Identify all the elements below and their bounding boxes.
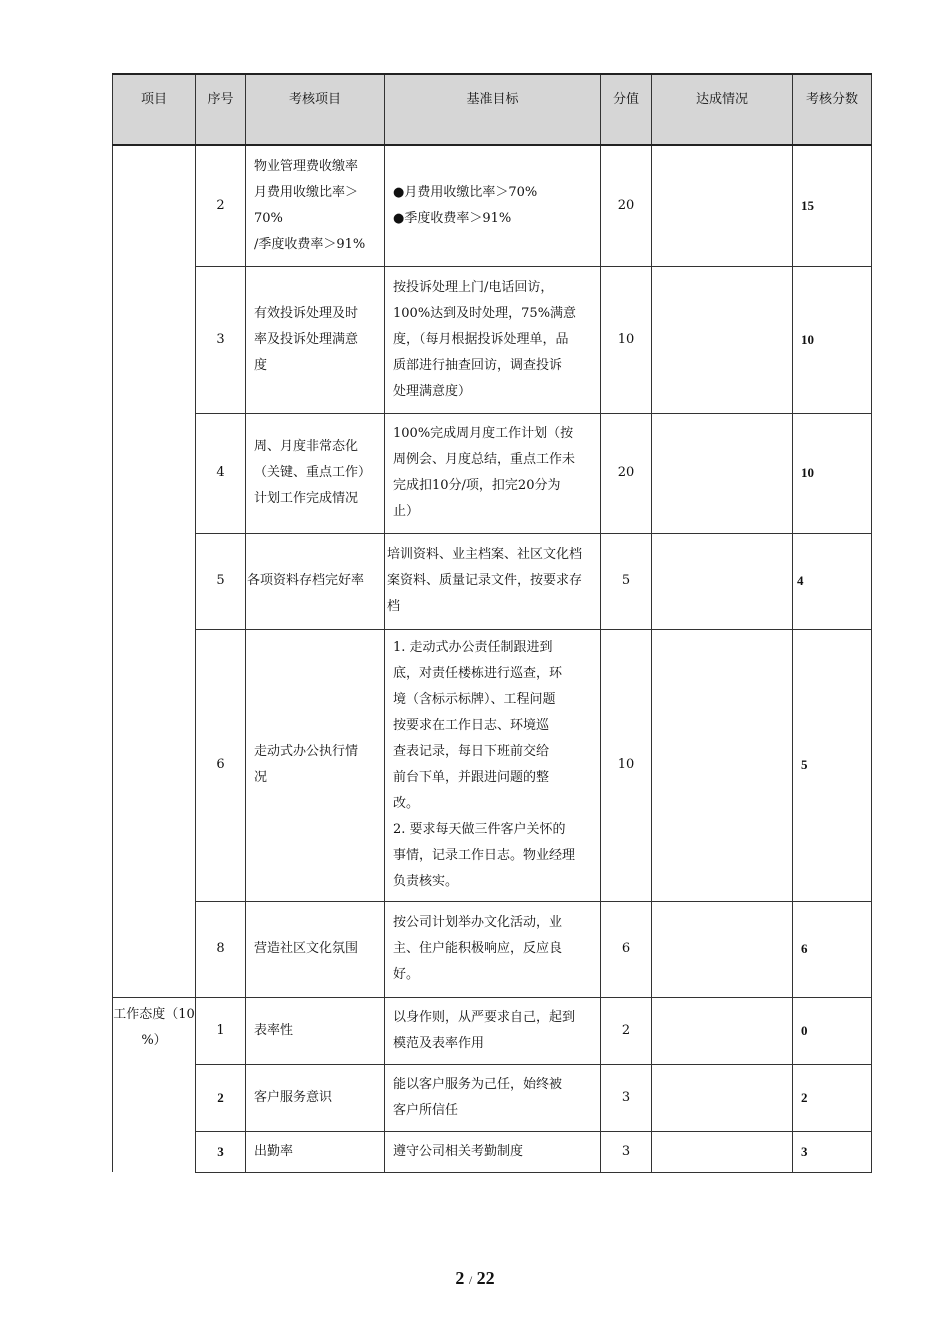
row-score: 5 [793,629,872,901]
row-item [246,145,385,266]
table-header-row [113,74,872,145]
item-line: 周、月度非常态化 [254,439,359,454]
target-line: 质部进行抽查回访，调查投诉 [393,357,563,373]
row-points: 2 [601,997,652,1064]
header-item: 考核项目 [246,74,385,145]
target-line: 查表记录，每日下班前交给 [393,744,550,759]
row-points: 5 [601,533,652,629]
target-line: 100%完成周月度工作计划（按 [393,426,574,441]
table-row [113,1064,872,1131]
target-line: 2. 要求每天做三件客户关怀的 [393,822,566,837]
target-line: 好。 [393,967,420,982]
row-status [652,266,793,413]
row-item: 出勤率 [246,1131,385,1172]
row-status [652,145,793,266]
target-line: 按投诉处理上门/电话回访， [393,279,554,295]
row-item [246,413,385,533]
row-status [652,629,793,901]
target-line: 遵守公司相关考勤制度 [393,1143,524,1159]
item-line: 走动式办公执行情 [254,744,359,759]
page-total: 22 [476,1268,495,1288]
row-target [385,413,601,533]
row-seq: 2 [196,145,246,266]
target-line: ●季度收费率＞91% [393,210,512,226]
row-points: 20 [601,145,652,266]
row-target [385,145,601,266]
row-status [652,1131,793,1172]
table-row [113,1131,872,1172]
row-points: 3 [601,1064,652,1131]
header-score: 考核分数 [793,74,872,145]
row-item: 表率性 [246,997,385,1064]
page-separator: / [468,1273,473,1287]
target-line: 按公司计划举办文化活动，业 [393,915,563,930]
target-line: 模范及表率作用 [393,1035,485,1051]
target-line: 度，（每月根据投诉处理单，品 [393,331,569,347]
assessment-table [112,73,872,1173]
item-line: 率及投诉处理满意 [254,331,359,347]
table-row [113,413,872,533]
target-line: 以身作则，从严要求自己，起到 [393,1009,576,1025]
row-target [385,1131,601,1172]
target-line: 按要求在工作日志、环境巡 [393,718,550,733]
row-target [385,533,601,629]
row-points: 3 [601,1131,652,1172]
table-row [113,145,872,266]
target-list-item [393,635,592,817]
row-status [652,901,793,997]
target-line: 改。 [393,796,420,811]
target-line: 培训资料、业主档案、社区文化档 [387,547,583,562]
target-line: 案资料、质量记录文件，按要求存 [387,573,583,588]
row-seq: 6 [196,629,246,901]
target-line: 完成扣10分/项，扣完20分为 [393,478,561,493]
target-line: 主、住户能积极响应，反应良 [393,941,563,956]
category-cell-empty [113,145,196,997]
item-line: 计划工作完成情况 [254,491,359,506]
row-seq: 5 [196,533,246,629]
target-line: 处理满意度） [393,383,472,399]
target-line: 负责核实。 [393,874,459,889]
row-status [652,1064,793,1131]
row-seq: 1 [196,997,246,1064]
row-score: 10 [793,413,872,533]
item-line: （关键、重点工作） [254,465,372,480]
category-line: %） [141,1032,167,1048]
row-seq: 4 [196,413,246,533]
page-number: 2 [455,1268,465,1288]
item-line: 物业管理费收缴率 [254,158,359,174]
row-target [385,629,601,901]
row-item [246,266,385,413]
header-points: 分值 [601,74,652,145]
row-score: 6 [793,901,872,997]
target-list-item [393,817,592,895]
row-item: 客户服务意识 [246,1064,385,1131]
row-score: 15 [793,145,872,266]
target-line: 能以客户服务为己任，始终被 [393,1076,563,1092]
row-seq: 3 [196,266,246,413]
row-item [246,901,385,997]
target-line: 1. 走动式办公责任制跟进到 [393,640,553,655]
row-item [246,533,385,629]
item-line: 营造社区文化氛围 [254,941,359,956]
item-line: 各项资料存档完好率 [247,573,365,588]
header-target: 基准目标 [385,74,601,145]
header-status: 达成情况 [652,74,793,145]
item-line: 况 [254,770,268,785]
row-points: 20 [601,413,652,533]
item-line: 度 [254,357,268,373]
row-target [385,1064,601,1131]
target-line: 前台下单，并跟进问题的整 [393,770,550,785]
row-target [385,901,601,997]
target-line: 境（含标示标牌）、工程问题 [393,692,556,707]
row-score: 3 [793,1131,872,1172]
table-row [113,997,872,1064]
row-points: 6 [601,901,652,997]
row-status [652,413,793,533]
target-line: 档 [387,599,401,614]
row-status [652,997,793,1064]
table-row [113,266,872,413]
table-row [113,629,872,901]
target-line: 底，对责任楼栋进行巡查，环 [393,666,563,681]
target-line: 止） [393,504,420,519]
row-seq: 8 [196,901,246,997]
row-seq: 3 [196,1131,246,1172]
row-score: 4 [793,533,872,629]
target-line: 事情，记录工作日志。物业经理 [393,848,576,863]
row-score: 2 [793,1064,872,1131]
row-points: 10 [601,266,652,413]
row-seq: 2 [196,1064,246,1131]
row-status [652,533,793,629]
header-seq: 序号 [196,74,246,145]
row-points: 10 [601,629,652,901]
item-line: 月费用收缴比率＞ [254,184,359,200]
table-row [113,901,872,997]
target-line: 客户所信任 [393,1102,459,1118]
category-cell-attitude [113,997,196,1172]
item-line: 有效投诉处理及时 [254,305,359,321]
row-item [246,629,385,901]
page-footer [0,1268,950,1289]
item-line: 70% [254,210,283,226]
row-score: 10 [793,266,872,413]
category-line: 工作态度（10 [113,1006,195,1022]
item-line: /季度收费率＞91% [254,236,366,252]
target-line: 100%达到及时处理，75%满意 [393,305,577,321]
table-row [113,533,872,629]
row-target [385,997,601,1064]
header-category: 项目 [113,74,196,145]
target-line: ●月费用收缴比率＞70% [393,184,538,200]
target-line: 周例会、月度总结，重点工作未 [393,452,576,467]
row-target [385,266,601,413]
row-score: 0 [793,997,872,1064]
